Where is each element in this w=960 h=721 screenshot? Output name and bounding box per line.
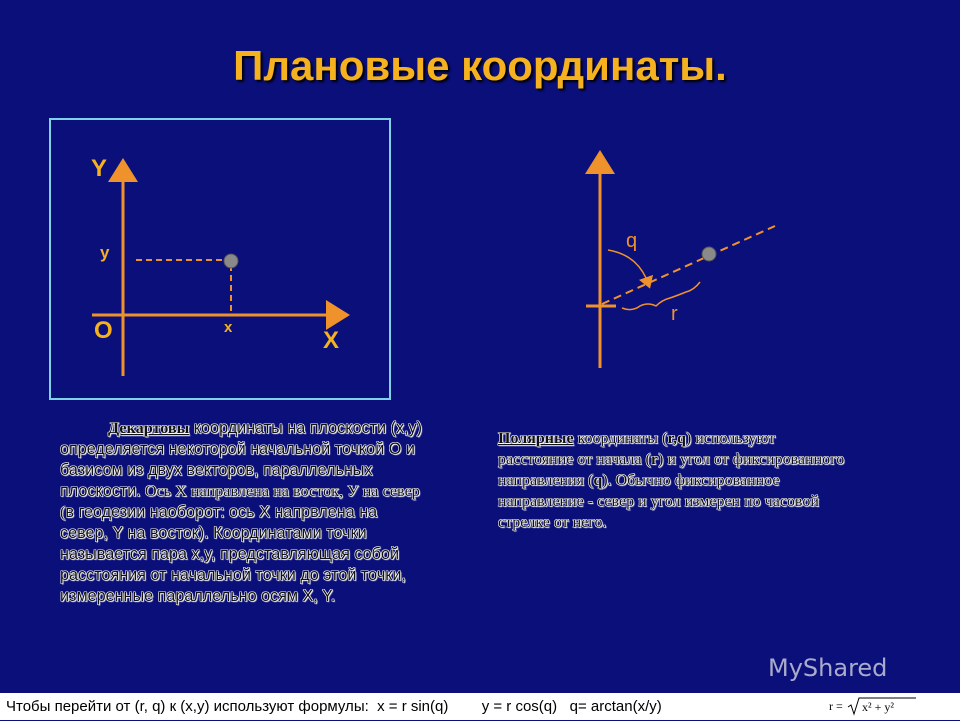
polar-term: Полярные <box>498 430 574 447</box>
axis-x-label: X <box>323 327 340 354</box>
cartesian-term: Декартовы <box>108 419 190 437</box>
svg-text:r =: r = <box>829 699 843 713</box>
cartesian-description: Декартовы координаты на плоскости (х,у) определяется некоторой начальной точкой О и базисом из двух векторов, параллельных плоскости. Ось Х направлена на восток, У на север (в геодезии наоборот: ось X напрвлена на север, Y на восток). Координатами точки называется пара x,y, представляющая собой расстояния от начальной точки до этой точки, измеренные параллельно осям X, Y. <box>60 419 423 605</box>
polar-description: Полярные координаты (r,q) используют расстояние от начала (r) и угол от фиксированного направления (q). Обычно фиксированное направление - север и угол измерен по часовой стрелке от него. <box>498 430 845 531</box>
origin-label: O <box>94 317 113 344</box>
radius-brace <box>622 282 700 310</box>
polar-point <box>702 247 716 261</box>
point-x-label: x <box>224 319 233 336</box>
angle-arc <box>608 250 648 283</box>
point-y-label: y <box>100 243 110 262</box>
angle-label: q <box>626 230 638 252</box>
radius-label: r <box>671 303 678 325</box>
cartesian-point <box>224 254 238 268</box>
svg-text:x² + y²: x² + y² <box>862 700 894 714</box>
watermark-logo: MyShared <box>768 654 888 682</box>
radius-formula <box>826 695 918 717</box>
slide-title: Плановые координаты. <box>233 42 727 89</box>
axis-y-label: Y <box>91 155 108 182</box>
radius-formula-graphic <box>826 695 918 717</box>
formula-bar <box>0 693 960 720</box>
conversion-formulas: Чтобы перейти от (r, q) к (x,y) используют формулы: x = r sin(q) y = r cos(q) q= arctan(x/y) <box>6 698 662 715</box>
